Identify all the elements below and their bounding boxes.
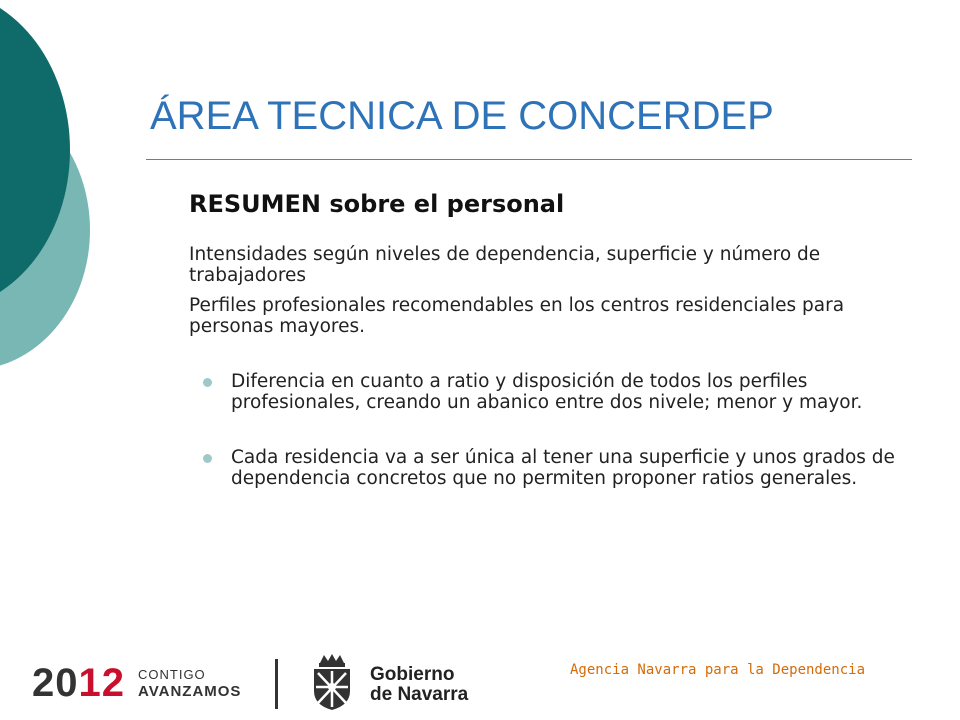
gov-line1: Gobierno (370, 664, 455, 685)
slide-title: ÁREA TECNICA DE CONCERDEP (150, 94, 774, 138)
paragraph-intensities: Intensidades según niveles de dependencia, superficie y número de trabajadores (189, 244, 821, 286)
bullet-item (189, 447, 909, 489)
bullet-dot-icon (203, 378, 212, 387)
logo-separator (275, 659, 278, 709)
bullet-item (189, 371, 909, 413)
slogan-line1: CONTIGO (138, 667, 206, 682)
bullet-text: Cada residencia va a ser única al tener una superficie y unos grados de dependencia concretos que no permiten proponer ratios generales. (231, 447, 895, 489)
agency-label: Agencia Navarra para la Dependencia (570, 662, 866, 678)
bullet-list (189, 371, 909, 489)
section-heading: RESUMEN sobre el personal (189, 190, 565, 218)
navarra-coat-of-arms-icon (304, 653, 360, 711)
government-name (370, 665, 468, 705)
year-logo (32, 661, 125, 706)
slogan-line2: AVANZAMOS (138, 683, 242, 700)
footer-logos (32, 653, 492, 711)
gov-line2: de Navarra (370, 684, 469, 705)
year-prefix: 20 (32, 661, 79, 705)
slide-body (189, 190, 909, 523)
year-suffix: 12 (78, 661, 125, 705)
bullet-dot-icon (203, 454, 212, 463)
title-divider (146, 159, 912, 160)
paragraph-profiles: Perfiles profesionales recomendables en los centros residenciales para personas mayores. (189, 295, 845, 337)
bullet-text: Diferencia en cuanto a ratio y disposición de todos los perfiles profesionales, creando un abanico entre dos nivele; menor y mayor. (231, 371, 863, 413)
